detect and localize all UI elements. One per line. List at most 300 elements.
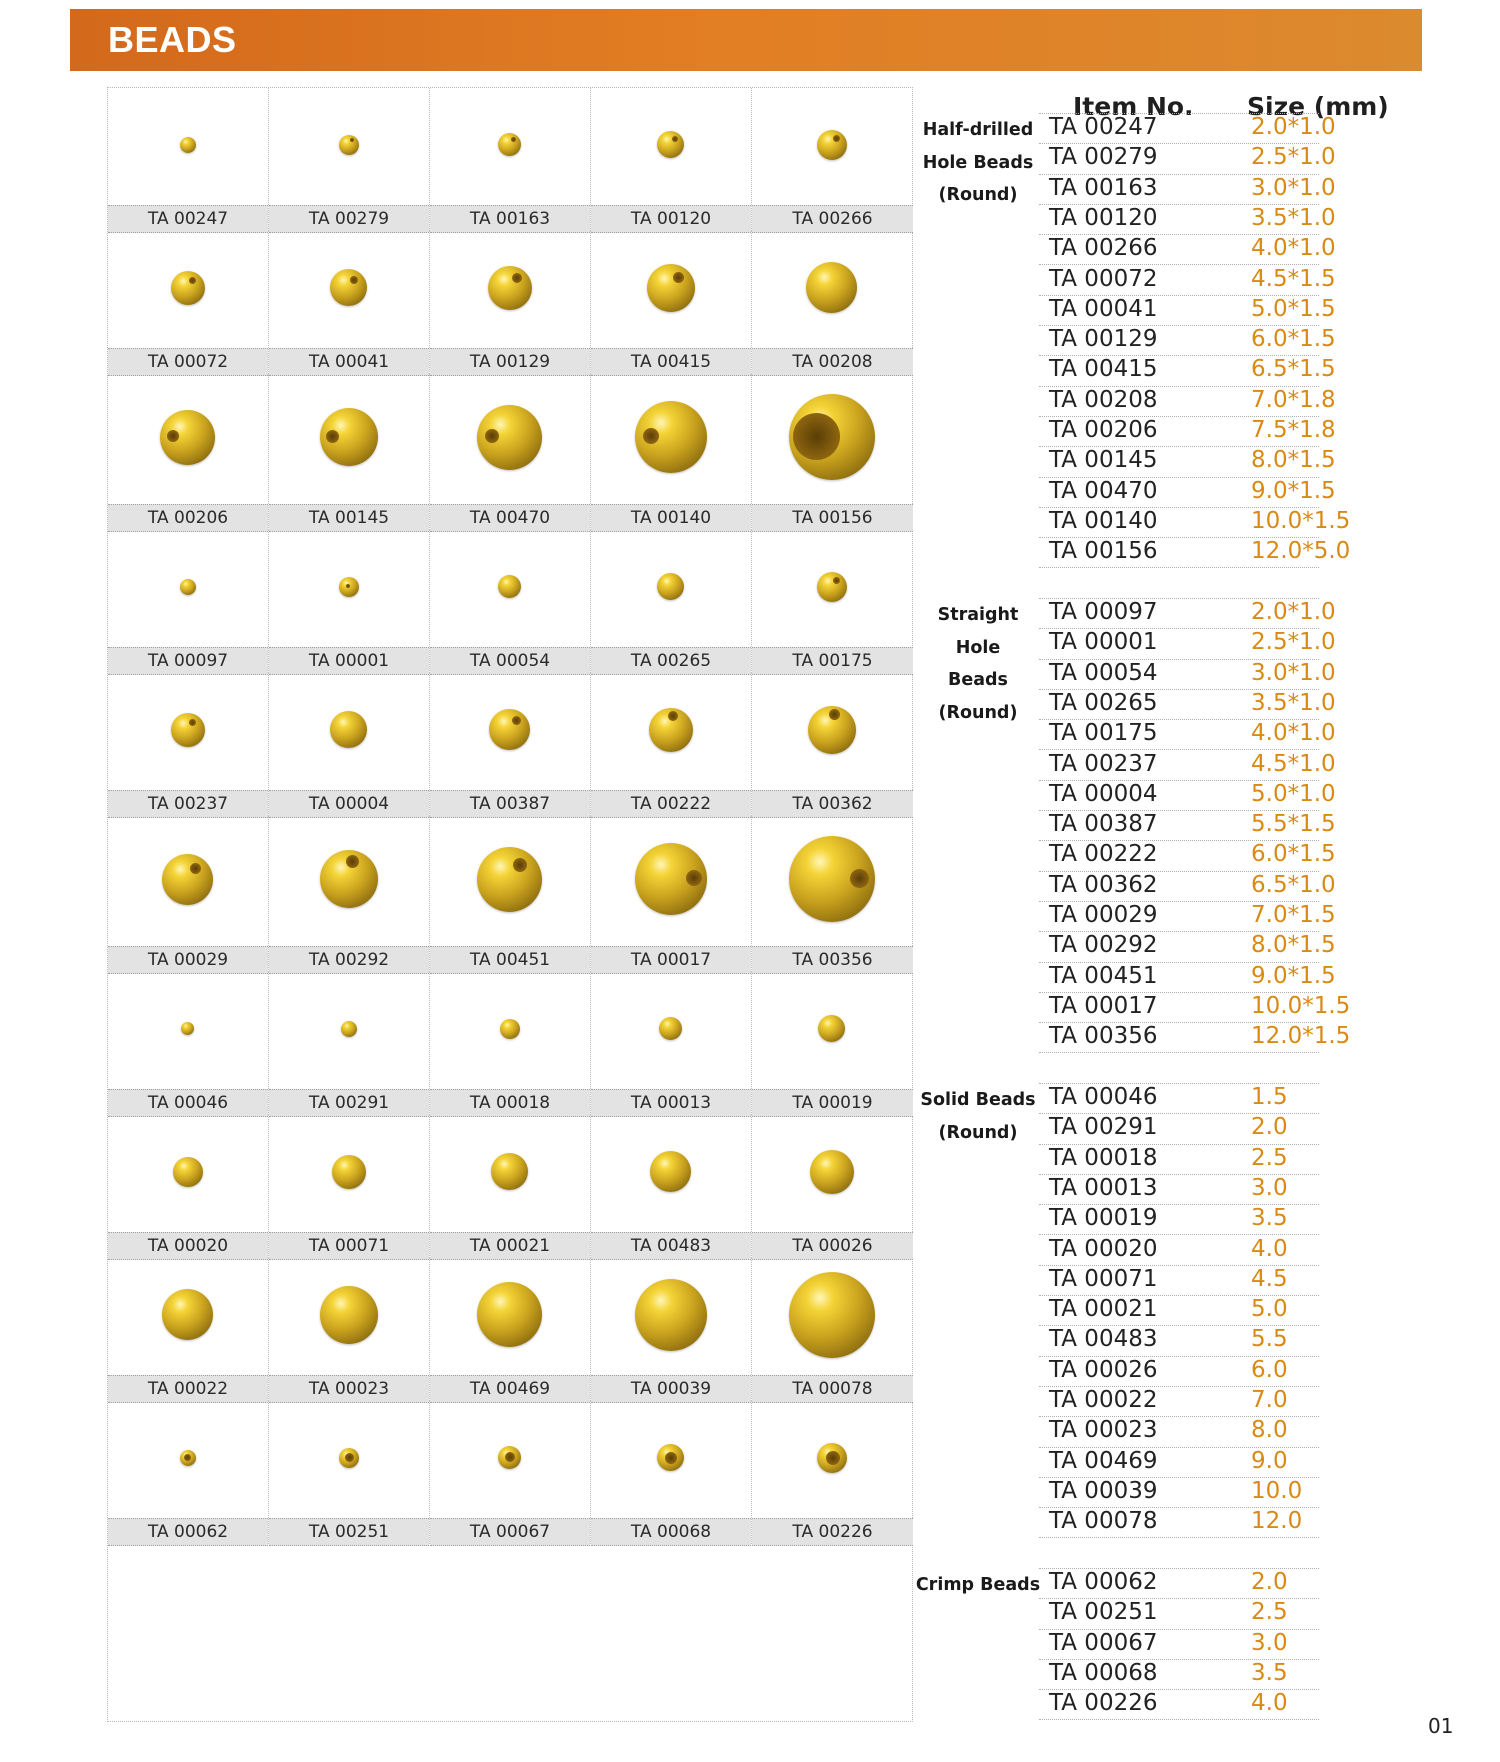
item-no-cell: TA 00018: [1049, 1144, 1158, 1171]
bead-photo: [430, 530, 590, 647]
bead-cell: [591, 374, 752, 530]
bead-icon: [339, 577, 359, 597]
table-row: [1039, 174, 1336, 205]
bead-icon: [162, 854, 213, 905]
bead-code-label: TA 00021: [430, 1232, 590, 1260]
size-cell: 4.5*1.5: [1251, 265, 1336, 292]
bead-photo: [269, 816, 429, 946]
bead-cell: [430, 816, 591, 972]
table-row: [1039, 1295, 1319, 1326]
bead-cell: [752, 1401, 913, 1544]
bead-code-label: TA 00470: [430, 504, 590, 532]
bead-hole-icon: [346, 584, 350, 588]
bead-code-label: TA 00017: [591, 946, 751, 974]
bead-icon: [320, 408, 378, 466]
bead-code-label: TA 00020: [108, 1232, 268, 1260]
bead-cell: [752, 972, 913, 1115]
bead-photo: [752, 1258, 913, 1375]
bead-code-label: TA 00071: [269, 1232, 429, 1260]
bead-cell: [430, 88, 591, 231]
bead-code-label: TA 00078: [752, 1375, 913, 1403]
bead-cell: [591, 231, 752, 374]
item-no-cell: TA 00020: [1049, 1235, 1158, 1262]
category-label-line: Solid Beads: [920, 1090, 1036, 1110]
bead-icon: [500, 1019, 520, 1039]
size-cell: 6.0*1.5: [1251, 326, 1336, 353]
bead-cell: [752, 673, 913, 816]
size-cell: 4.0*1.0: [1251, 720, 1336, 747]
item-no-cell: TA 00156: [1049, 538, 1158, 565]
bead-code-label: TA 00222: [591, 790, 751, 818]
bead-icon: [320, 1286, 378, 1344]
bead-cell: [108, 530, 269, 673]
bead-code-label: TA 00163: [430, 205, 590, 233]
bead-photo: [108, 1115, 268, 1232]
bead-code-label: TA 00356: [752, 946, 913, 974]
item-no-cell: TA 00029: [1049, 902, 1158, 928]
table-row: [1039, 204, 1336, 235]
size-cell: 5.5: [1251, 1326, 1288, 1353]
bead-cell: [269, 374, 430, 530]
bead-code-label: TA 00156: [752, 504, 913, 532]
bead-cell: [269, 673, 430, 816]
bead-photo: [752, 673, 913, 790]
size-cell: 6.5*1.5: [1251, 356, 1336, 383]
size-cell: 10.0: [1251, 1477, 1303, 1504]
bead-photo: [108, 530, 268, 647]
bead-icon: [635, 1279, 707, 1351]
bead-photo: [752, 816, 913, 946]
size-cell: 2.0: [1251, 1569, 1288, 1595]
table-row: [1039, 1174, 1319, 1205]
bead-photo: [269, 673, 429, 790]
bead-hole-icon: [850, 869, 869, 888]
table-row: [1039, 1477, 1319, 1508]
bead-hole-icon: [829, 709, 840, 720]
size-cell: 2.0*1.0: [1251, 599, 1336, 625]
bead-code-label: TA 00483: [591, 1232, 751, 1260]
table-row: [1039, 1598, 1319, 1629]
size-cell: 9.0*1.5: [1251, 477, 1336, 504]
table-row: [1039, 1568, 1319, 1599]
bead-photo: [591, 1258, 751, 1375]
category-label: [915, 114, 1041, 212]
size-cell: 9.0*1.5: [1251, 962, 1336, 989]
size-cell: 6.0*1.5: [1251, 841, 1336, 868]
item-no-cell: TA 00039: [1049, 1477, 1158, 1504]
bead-cell: [591, 88, 752, 231]
bead-code-label: TA 00387: [430, 790, 590, 818]
table-row: [1039, 810, 1336, 841]
bead-code-label: TA 00451: [430, 946, 590, 974]
item-no-cell: TA 00222: [1049, 841, 1158, 868]
bead-cell: [430, 673, 591, 816]
bead-code-label: TA 00022: [108, 1375, 268, 1403]
bead-photo: [591, 88, 751, 205]
bead-photo: [269, 1258, 429, 1375]
bead-cell: [591, 1258, 752, 1401]
bead-photo: [269, 374, 429, 504]
bead-hole-icon: [511, 137, 516, 142]
bead-hole-icon: [189, 277, 196, 284]
table-row: [1039, 1386, 1319, 1417]
bead-hole-icon: [350, 276, 358, 284]
bead-code-label: TA 00266: [752, 205, 913, 233]
table-row: [1039, 780, 1336, 811]
table-row: [1039, 113, 1336, 144]
bead-photo: [752, 530, 913, 647]
bead-icon: [339, 1448, 359, 1468]
bead-icon: [650, 1151, 691, 1192]
bead-photo: [108, 88, 268, 205]
bead-icon: [789, 394, 875, 480]
bead-photo: [269, 1401, 429, 1518]
item-no-cell: TA 00292: [1049, 932, 1158, 959]
bead-cell: [752, 231, 913, 374]
bead-cell: [269, 1401, 430, 1544]
bead-hole-icon: [672, 136, 678, 142]
item-no-cell: TA 00470: [1049, 477, 1158, 504]
item-no-cell: TA 00175: [1049, 720, 1158, 747]
item-no-cell: TA 00265: [1049, 689, 1158, 716]
bead-cell: [430, 374, 591, 530]
item-no-cell: TA 00019: [1049, 1205, 1158, 1232]
item-no-cell: TA 00013: [1049, 1174, 1158, 1201]
bead-hole-icon: [167, 430, 179, 442]
bead-photo: [591, 530, 751, 647]
bead-icon: [477, 1282, 542, 1347]
item-no-cell: TA 00120: [1049, 204, 1158, 231]
bead-hole-icon: [184, 1454, 191, 1461]
page-title: BEADS: [108, 19, 237, 60]
item-no-cell: TA 00451: [1049, 962, 1158, 989]
item-no-cell: TA 00022: [1049, 1387, 1158, 1413]
item-no-cell: TA 00129: [1049, 326, 1158, 353]
table-row: [1039, 1659, 1319, 1690]
bead-hole-icon: [643, 428, 659, 444]
bead-icon: [817, 130, 847, 160]
table-row: [1039, 1113, 1319, 1144]
bead-cell: [108, 88, 269, 231]
item-no-cell: TA 00483: [1049, 1326, 1158, 1353]
size-cell: 5.0*1.5: [1251, 295, 1336, 322]
item-no-cell: TA 00251: [1049, 1599, 1158, 1626]
bead-photo: [752, 1115, 913, 1232]
size-cell: 3.5*1.0: [1251, 689, 1336, 716]
bead-icon: [477, 847, 542, 912]
table-row: [1039, 1204, 1319, 1235]
item-no-cell: TA 00140: [1049, 507, 1158, 534]
bead-photo: [269, 88, 429, 205]
table-row: [1039, 689, 1336, 720]
bead-cell: [591, 816, 752, 972]
bead-code-label: TA 00004: [269, 790, 429, 818]
item-no-cell: TA 00226: [1049, 1690, 1158, 1717]
size-cell: 4.5*1.0: [1251, 750, 1336, 777]
bead-photo: [752, 972, 913, 1089]
bead-hole-icon: [512, 716, 521, 725]
size-cell: 3.5*1.0: [1251, 204, 1336, 231]
bead-photo: [591, 231, 751, 348]
item-no-cell: TA 00046: [1049, 1084, 1158, 1110]
table-row: [1039, 446, 1336, 477]
table-row: [1039, 1325, 1319, 1356]
bead-code-label: TA 00362: [752, 790, 913, 818]
bead-code-label: TA 00018: [430, 1089, 590, 1117]
bead-cell: [108, 1258, 269, 1401]
bead-code-label: TA 00265: [591, 647, 751, 675]
bead-code-label: TA 00023: [269, 1375, 429, 1403]
bead-code-label: TA 00237: [108, 790, 268, 818]
bead-icon: [339, 135, 359, 155]
size-cell: 3.0*1.0: [1251, 174, 1336, 201]
size-cell: 2.5*1.0: [1251, 144, 1336, 171]
bead-code-label: TA 00072: [108, 348, 268, 376]
size-cell: 6.5*1.0: [1251, 871, 1336, 898]
size-cell: 7.0*1.8: [1251, 386, 1336, 413]
size-cell: 9.0: [1251, 1447, 1288, 1474]
bead-photo: [108, 231, 268, 348]
bead-icon: [171, 271, 205, 305]
item-no-cell: TA 00004: [1049, 780, 1158, 807]
size-cell: 3.5: [1251, 1659, 1288, 1686]
bead-cell: [752, 374, 913, 530]
item-no-cell: TA 00068: [1049, 1659, 1158, 1686]
bead-icon: [810, 1150, 854, 1194]
bead-code-label: TA 00097: [108, 647, 268, 675]
bead-hole-icon: [673, 272, 684, 283]
bead-code-label: TA 00067: [430, 1518, 590, 1546]
table-row: [1039, 598, 1336, 629]
category-label-line: (Round): [938, 1122, 1018, 1143]
bead-photo: [430, 1258, 590, 1375]
bead-code-label: TA 00001: [269, 647, 429, 675]
category-label-line: Hole Beads: [922, 152, 1034, 173]
category-label: [915, 1084, 1041, 1149]
table-row: [1039, 901, 1336, 932]
bead-cell: [269, 1258, 430, 1401]
item-no-cell: TA 00026: [1049, 1356, 1158, 1383]
bead-cell: [752, 88, 913, 231]
bead-icon: [330, 711, 367, 748]
size-cell: 4.0: [1251, 1235, 1288, 1262]
bead-icon: [180, 1450, 196, 1466]
table-row: [1039, 355, 1336, 386]
bead-icon: [341, 1021, 357, 1037]
table-row: [1039, 750, 1336, 781]
item-no-cell: TA 00067: [1049, 1629, 1158, 1656]
size-cell: 12.0*1.5: [1251, 1023, 1351, 1050]
bead-photo: [752, 231, 913, 348]
size-header: Size (mm): [1247, 92, 1389, 121]
table-row: [1039, 386, 1336, 417]
bead-cell: [108, 1115, 269, 1258]
category-label-line: Half-drilled: [922, 120, 1034, 140]
bead-photo: [752, 374, 913, 504]
category-label: [915, 599, 1041, 729]
table-row: [1039, 840, 1336, 871]
bead-cell: [108, 1401, 269, 1544]
bead-photo: [269, 231, 429, 348]
bead-icon: [180, 137, 196, 153]
item-no-cell: TA 00469: [1049, 1447, 1158, 1474]
table-row: [1039, 325, 1336, 356]
size-cell: 2.0: [1251, 1114, 1288, 1141]
item-no-cell: TA 00266: [1049, 235, 1158, 262]
category-label-line: (Round): [938, 702, 1018, 723]
size-cell: 5.0: [1251, 1296, 1288, 1323]
bead-icon: [330, 269, 367, 306]
bead-code-label: TA 00279: [269, 205, 429, 233]
bead-code-label: TA 00062: [108, 1518, 268, 1546]
bead-cell: [430, 1258, 591, 1401]
table-row: [1039, 931, 1336, 962]
bead-icon: [162, 1289, 213, 1340]
size-cell: 8.0: [1251, 1417, 1288, 1444]
table-row: [1039, 1416, 1319, 1447]
bead-icon: [808, 706, 856, 754]
bead-code-label: TA 00054: [430, 647, 590, 675]
size-cell: 2.5: [1251, 1144, 1288, 1171]
bead-photo: [591, 673, 751, 790]
bead-image-grid: [107, 87, 913, 1722]
category-label-line: Crimp Beads: [915, 1575, 1041, 1595]
bead-hole-icon: [686, 870, 702, 886]
size-cell: 4.0: [1251, 1690, 1288, 1717]
bead-photo: [108, 374, 268, 504]
item-no-cell: TA 00247: [1049, 114, 1158, 140]
bead-photo: [108, 816, 268, 946]
category-label-line: Straight Hole: [937, 605, 1019, 658]
item-no-cell: TA 00023: [1049, 1417, 1158, 1444]
bead-code-label: TA 00046: [108, 1089, 268, 1117]
bead-hole-icon: [826, 1451, 840, 1465]
item-no-cell: TA 00017: [1049, 992, 1158, 1019]
bead-cell: [430, 530, 591, 673]
item-no-cell: TA 00072: [1049, 265, 1158, 292]
bead-icon: [657, 573, 684, 600]
bead-code-label: TA 00208: [752, 348, 913, 376]
bead-photo: [430, 673, 590, 790]
bead-icon: [635, 843, 707, 915]
bead-icon: [647, 264, 695, 312]
size-cell: 2.5: [1251, 1599, 1288, 1626]
table-row: [1039, 1447, 1319, 1478]
bead-photo: [591, 816, 751, 946]
size-cell: 2.5*1.0: [1251, 629, 1336, 656]
bead-hole-icon: [513, 858, 527, 872]
bead-cell: [591, 673, 752, 816]
size-cell: 1.5: [1251, 1084, 1288, 1110]
bead-code-label: TA 00029: [108, 946, 268, 974]
size-cell: 7.0: [1251, 1387, 1288, 1413]
header-banner: [70, 9, 1422, 71]
bead-code-label: TA 00140: [591, 504, 751, 532]
table-row: [1039, 265, 1336, 296]
item-no-cell: TA 00145: [1049, 447, 1158, 474]
table-row: [1039, 1022, 1351, 1053]
bead-photo: [108, 673, 268, 790]
item-no-cell: TA 00054: [1049, 659, 1158, 686]
item-no-cell: TA 00163: [1049, 174, 1158, 201]
bead-photo: [752, 88, 913, 205]
bead-code-label: TA 00469: [430, 1375, 590, 1403]
size-cell: 7.0*1.5: [1251, 902, 1336, 928]
bead-code-label: TA 00251: [269, 1518, 429, 1546]
bead-cell: [108, 231, 269, 374]
table-row: [1039, 628, 1336, 659]
bead-code-label: TA 00129: [430, 348, 590, 376]
table-row: [1039, 537, 1351, 568]
bead-photo: [591, 972, 751, 1089]
bead-cell: [752, 1115, 913, 1258]
bead-icon: [657, 1444, 684, 1471]
bead-icon: [649, 708, 693, 752]
item-no-cell: TA 00208: [1049, 386, 1158, 413]
bead-photo: [752, 1401, 913, 1518]
bead-photo: [430, 88, 590, 205]
bead-photo: [269, 530, 429, 647]
bead-cell: [430, 1115, 591, 1258]
item-no-cell: TA 00279: [1049, 144, 1158, 171]
bead-hole-icon: [190, 863, 201, 874]
table-row: [1039, 1356, 1319, 1387]
item-no-cell: TA 00071: [1049, 1265, 1158, 1292]
item-no-cell: TA 00362: [1049, 871, 1158, 898]
bead-photo: [430, 1401, 590, 1518]
bead-code-label: TA 00175: [752, 647, 913, 675]
bead-icon: [488, 266, 532, 310]
bead-cell: [752, 816, 913, 972]
table-row: [1039, 871, 1336, 902]
size-cell: 3.0*1.0: [1251, 659, 1336, 686]
table-row: [1039, 477, 1336, 508]
bead-hole-icon: [485, 429, 499, 443]
bead-cell: [269, 816, 430, 972]
table-row: [1039, 659, 1336, 690]
bead-cell: [752, 1258, 913, 1401]
bead-code-label: TA 00291: [269, 1089, 429, 1117]
table-row: [1039, 1235, 1319, 1266]
bead-hole-icon: [326, 430, 339, 443]
size-cell: 7.5*1.8: [1251, 417, 1336, 443]
bead-photo: [591, 1115, 751, 1232]
bead-hole-icon: [668, 711, 678, 721]
bead-cell: [269, 231, 430, 374]
bead-cell: [108, 816, 269, 972]
size-cell: 4.0*1.0: [1251, 235, 1336, 262]
bead-code-label: TA 00019: [752, 1089, 913, 1117]
item-no-cell: TA 00206: [1049, 417, 1158, 443]
bead-icon: [789, 1272, 875, 1358]
bead-cell: [430, 972, 591, 1115]
bead-photo: [108, 1401, 268, 1518]
bead-photo: [591, 374, 751, 504]
bead-code-label: TA 00226: [752, 1518, 913, 1546]
table-row: [1039, 507, 1351, 538]
bead-icon: [498, 575, 521, 598]
bead-hole-icon: [345, 1453, 354, 1462]
item-no-cell: TA 00415: [1049, 356, 1158, 383]
bead-icon: [789, 836, 875, 922]
item-no-cell: TA 00001: [1049, 629, 1158, 656]
bead-icon: [806, 262, 857, 313]
item-no-cell: TA 00237: [1049, 750, 1158, 777]
size-cell: 12.0: [1251, 1508, 1303, 1535]
size-cell: 3.0: [1251, 1174, 1288, 1201]
bead-photo: [108, 972, 268, 1089]
table-row: [1039, 962, 1336, 993]
